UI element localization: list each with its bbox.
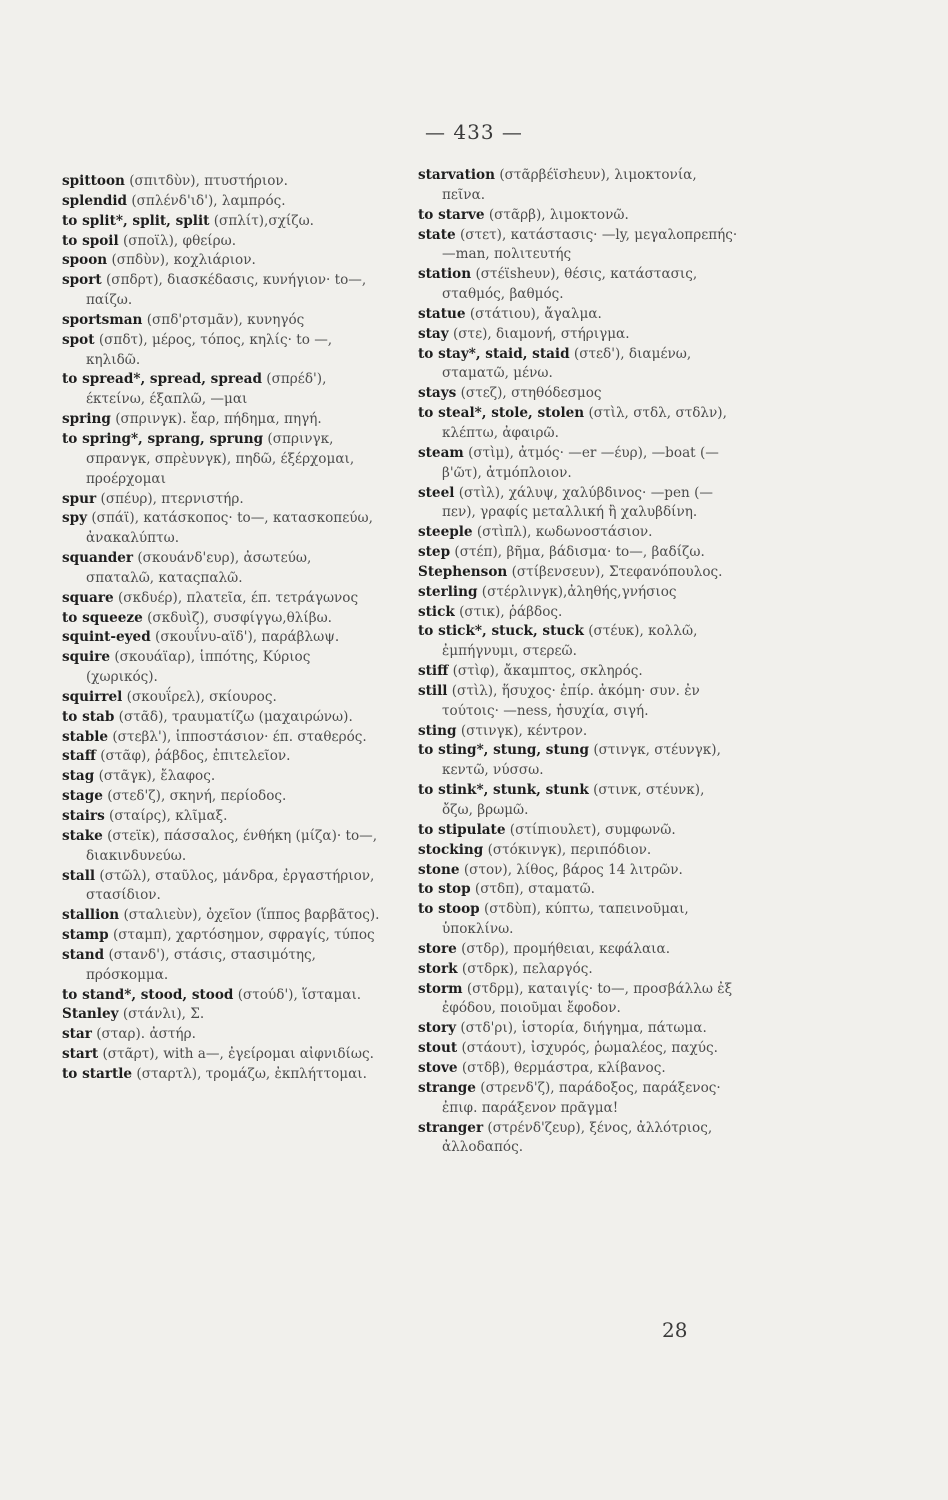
entry-headword: Stanley: [62, 1006, 119, 1023]
entry-headword: splendid: [62, 192, 128, 209]
entry-definition: (στεδ'ζ), σκηνή, περίοδος.: [102, 788, 287, 805]
entry-definition: (σπδρτ), διασκέδασις, κυνήγιον· to—, παίζω.: [86, 272, 367, 309]
dictionary-entry: [62, 232, 382, 252]
entry-definition: (στάτιου), ἄγαλμα.: [465, 305, 602, 322]
dictionary-entry: [62, 251, 382, 271]
entry-headword: to spoil: [62, 232, 119, 249]
entry-headword: Stephenson: [418, 563, 508, 580]
dictionary-entry: [62, 648, 382, 688]
entry-definition: (στὶμ), ἀτμός· —er —έυρ), —boat (—β'ῶτ), ἀτμόπλοιον.: [442, 444, 719, 481]
entry-definition: (στάνλι), Σ.: [118, 1006, 205, 1023]
dictionary-entry: [418, 583, 738, 603]
entry-definition: (στάουτ), ἰσχυρός, ῥωμαλέος, παχύς.: [457, 1040, 718, 1057]
entry-definition: (σκδυὶζ), συσφίγγω,θλίβω.: [142, 609, 333, 626]
entry-definition: (στινγκ, στέυνγκ), κεντῶ, νύσσω.: [442, 742, 721, 779]
entry-definition: (στικ), ῥάβδος.: [454, 603, 563, 620]
entry-definition: (σπδὺν), κοχλιάριον.: [107, 252, 256, 269]
left-column: [62, 172, 382, 1085]
entry-headword: to stop: [418, 881, 471, 898]
entry-definition: (στᾶρτ), with a—, ἐγείρομαι αἰφνιδίως.: [98, 1046, 374, 1063]
dictionary-entry: [418, 821, 738, 841]
entry-headword: to spread*, spread, spread: [62, 371, 262, 388]
entry-definition: (στεβλ'), ἱπποστάσιον· έπ. σταθερός.: [108, 728, 367, 745]
entry-definition: (σποϊλ), φθείρω.: [118, 232, 237, 249]
entry-headword: stamp: [62, 927, 109, 944]
entry-headword: spot: [62, 331, 95, 348]
dictionary-entry: [418, 880, 738, 900]
entry-definition: (στὶφ), ἄκαμπτος, σκληρός.: [448, 663, 643, 680]
dictionary-entry: [62, 827, 382, 867]
dictionary-entry: [62, 509, 382, 549]
entry-definition: (στεζ), στηθόδεσμος: [456, 385, 602, 402]
dictionary-entry: [418, 523, 738, 543]
entry-definition: (στδβ), θερμάστρα, κλίβανος.: [457, 1059, 666, 1076]
entry-definition: (στρενδ'ζ), παράδοξος, παράξενος· ἐπιφ. παράξενον πρᾶγμα!: [442, 1079, 721, 1116]
dictionary-entry: [62, 926, 382, 946]
entry-definition: (στὶλ), χάλυψ, χαλύβδινος· —pen (—πεν), γραφίς μεταλλική ἢ χαλυβδίνη.: [442, 484, 714, 521]
entry-definition: (στδπ), σταματῶ.: [470, 881, 596, 898]
entry-headword: square: [62, 589, 114, 606]
entry-definition: (σκουάνδ'ευρ), ἀσωτεύω, σπαταλῶ, καταςπαλῶ.: [86, 550, 312, 586]
entry-definition: (σκδυέρ), πλατεῖα, έπ. τετράγωνος: [113, 589, 359, 606]
dictionary-entry: [62, 271, 382, 311]
entry-definition: (στανδ'), στάσις, στασιμότης, πρόσκομμα.: [86, 946, 316, 983]
entry-definition: (σπδ'ρτσμᾶν), κυνηγός: [142, 311, 305, 328]
entry-headword: stage: [62, 788, 103, 805]
dictionary-entry: [418, 206, 738, 226]
dictionary-entry: [62, 192, 382, 212]
entry-headword: squire: [62, 649, 111, 666]
entry-definition: (στεδ'), διαμένω, σταματῶ, μένω.: [442, 345, 692, 382]
entry-headword: spring: [62, 411, 111, 428]
entry-headword: to stand*, stood, stood: [62, 986, 234, 1003]
dictionary-entry: [418, 1019, 738, 1039]
entry-headword: sterling: [418, 583, 478, 600]
entry-headword: spoon: [62, 252, 108, 269]
entry-definition: (σκουάϊαρ), ἱππότης, Κύριος (χωρικός).: [86, 649, 311, 686]
dictionary-entry: [418, 404, 738, 444]
entry-definition: (σπδτ), μέρος, τόπος, κηλίς· to —, κηλιδῶ.: [86, 331, 333, 368]
dictionary-entry: [418, 345, 738, 385]
entry-headword: storm: [418, 980, 463, 997]
entry-definition: (σπάϊ), κατάσκοπος· to—, κατασκοπεύω, ἀνακαλύπτω.: [86, 510, 373, 547]
entry-definition: (στετ), κατάστασις· —ly, μεγαλοπρεπής· —man, πολιτευτής: [442, 226, 738, 263]
entry-headword: stays: [418, 385, 457, 402]
dictionary-entry: [62, 212, 382, 232]
entry-headword: story: [418, 1020, 457, 1037]
dictionary-entry: [418, 305, 738, 325]
entry-definition: (στὶλ, στδλ, στδλν), κλέπτω, ἀφαιρῶ.: [442, 405, 727, 441]
entry-headword: to stipulate: [418, 821, 506, 838]
dictionary-entry: [418, 861, 738, 881]
entry-definition: (στεϊκ), πάσσαλος, ένθήκη (μίζα)· to—, διακινδυνεύω.: [86, 827, 378, 864]
entry-headword: stout: [418, 1040, 458, 1057]
entry-definition: (στε), διαμονή, στήριγμα.: [448, 325, 630, 342]
dictionary-entry: [62, 767, 382, 787]
dictionary-entry: [62, 688, 382, 708]
entry-definition: (στᾶρβέϊσhευν), λιμοκτονία, πεῖνα.: [442, 167, 697, 203]
entry-definition: (σταρ). ἀστήρ.: [91, 1026, 196, 1043]
dictionary-entry: [418, 900, 738, 940]
dictionary-entry: [418, 444, 738, 484]
entry-headword: to spring*, sprang, sprung: [62, 430, 264, 447]
entry-definition: (στᾶφ), ῥάβδος, ἐπιτελεῖον.: [95, 748, 291, 765]
entry-headword: stall: [62, 867, 96, 884]
entry-definition: (σπρέδ'), έκτείνω, έξαπλῶ, —μαι: [86, 371, 327, 408]
dictionary-entry: [418, 722, 738, 742]
dictionary-entry: [62, 1065, 382, 1085]
dictionary-entry: [62, 728, 382, 748]
entry-definition: (στέϊsheυν), θέσις, κατάστασις, σταθμός, βαθμός.: [442, 266, 698, 303]
dictionary-entry: [62, 370, 382, 410]
entry-headword: stiff: [418, 663, 449, 680]
entry-definition: (στέρλινγκ),ἀληθής,γνήσιος: [477, 583, 677, 600]
dictionary-entry: [62, 430, 382, 490]
entry-definition: (στέπ), βῆμα, βάδισμα· to—, βαδίζω.: [450, 544, 705, 561]
dictionary-entry: [62, 311, 382, 331]
dictionary-entry: [418, 1059, 738, 1079]
entry-headword: stable: [62, 728, 109, 745]
dictionary-entry: [418, 325, 738, 345]
dictionary-entry: [62, 986, 382, 1006]
entry-definition: (στᾶρβ), λιμοκτονῶ.: [484, 206, 629, 223]
entry-headword: to starve: [418, 206, 485, 223]
dictionary-entry: [418, 563, 738, 583]
entry-definition: (σπέυρ), πτερνιστήρ.: [96, 490, 244, 507]
entry-definition: (στδρ), προμήθειαι, κεφάλαια.: [456, 940, 671, 957]
right-column: [418, 166, 738, 1158]
entry-definition: (σπρινγκ). ἔαρ, πήδημα, πηγή.: [110, 411, 322, 428]
dictionary-entry: [418, 841, 738, 861]
dictionary-entry: [418, 166, 738, 206]
entry-headword: sportsman: [62, 311, 143, 328]
entry-headword: squirrel: [62, 688, 123, 705]
entry-headword: step: [418, 544, 451, 561]
entry-headword: to steal*, stole, stolen: [418, 405, 585, 422]
entry-definition: (στᾶδ), τραυματίζω (μαχαιρώνω).: [114, 708, 353, 725]
entry-definition: (σπλίτ),σχίζω.: [209, 212, 314, 229]
entry-headword: starvation: [418, 167, 496, 183]
entry-definition: (σταμπ), χαρτόσημον, σφραγίς, τύπος: [108, 927, 375, 944]
signature-mark: 28: [662, 1318, 688, 1342]
dictionary-entry: [418, 940, 738, 960]
entry-definition: (στδὺπ), κύπτω, ταπεινοῦμαι, ὑποκλίνω.: [442, 901, 689, 938]
entry-definition: (στᾶγκ), ἔλαφος.: [94, 768, 216, 785]
entry-headword: steeple: [418, 524, 473, 541]
page-number: — 433 —: [425, 120, 523, 144]
entry-headword: to sting*, stung, stung: [418, 742, 590, 759]
dictionary-entry: [418, 960, 738, 980]
entry-headword: strange: [418, 1079, 476, 1096]
dictionary-entry: [62, 708, 382, 728]
entry-definition: (στινγκ), κέντρον.: [456, 722, 588, 739]
entry-headword: to stoop: [418, 901, 480, 918]
entry-headword: stallion: [62, 907, 120, 924]
entry-definition: (στίπιουλετ), συμφωνῶ.: [505, 821, 676, 838]
entry-headword: to stink*, stunk, stunk: [418, 782, 589, 799]
entry-headword: sport: [62, 272, 102, 289]
dictionary-entry: [418, 980, 738, 1020]
entry-definition: (σταρτλ), τρομάζω, ἐκπλήττομαι.: [132, 1065, 367, 1082]
entry-headword: to stay*, staid, staid: [418, 345, 570, 362]
entry-definition: (στούδ'), ἵσταμαι.: [233, 986, 362, 1003]
dictionary-entry: [418, 662, 738, 682]
entry-headword: stork: [418, 960, 458, 977]
dictionary-entry: [62, 1045, 382, 1065]
entry-definition: (στὶλ), ἥσυχος· ἐπίρ. ἀκόμη· συν. ἐν τούτοις· —ness, ἡσυχία, σιγή.: [442, 682, 700, 719]
entry-headword: spur: [62, 490, 97, 507]
entry-headword: still: [418, 682, 448, 699]
dictionary-entry: [62, 867, 382, 907]
entry-headword: squint-eyed: [62, 629, 151, 646]
entry-definition: (στέυκ), κολλῶ, ἐμπήγνυμι, στερεῶ.: [442, 623, 698, 660]
entry-headword: steam: [418, 444, 464, 461]
entry-definition: (στινκ, στέυνκ), ὄζω, βρωμῶ.: [442, 782, 705, 818]
dictionary-entry: [418, 1079, 738, 1119]
dictionary-entry: [418, 1039, 738, 1059]
dictionary-entry: [418, 384, 738, 404]
dictionary-entry: [62, 589, 382, 609]
entry-definition: (στδρκ), πελαργός.: [457, 960, 593, 977]
entry-headword: star: [62, 1026, 92, 1043]
entry-headword: spittoon: [62, 173, 125, 189]
entry-headword: stick: [418, 603, 455, 620]
entry-headword: squander: [62, 550, 134, 567]
entry-headword: stove: [418, 1059, 458, 1076]
entry-definition: (στον), λίθος, βάρος 14 λιτρῶν.: [459, 861, 683, 878]
entry-definition: (στὶπλ), κωδωνοστάσιον.: [472, 524, 653, 541]
entry-definition: (στῶλ), σταῦλος, μάνδρα, ἐργαστήριον, στασίδιον.: [86, 867, 375, 904]
entry-headword: to stab: [62, 708, 115, 725]
dictionary-entry: [62, 410, 382, 430]
entry-headword: store: [418, 940, 457, 957]
entry-headword: stand: [62, 946, 105, 963]
dictionary-entry: [418, 543, 738, 563]
entry-headword: stairs: [62, 808, 105, 824]
entry-headword: stocking: [418, 841, 484, 858]
dictionary-entry: [62, 1005, 382, 1025]
entry-headword: station: [418, 266, 472, 283]
dictionary-entry: [62, 331, 382, 371]
entry-headword: stake: [62, 827, 103, 844]
entry-definition: (στρένδ'ζευρ), ξένος, ἀλλότριος, ἀλλοδαπός.: [442, 1119, 713, 1156]
entry-definition: (σκουΐνυ-αϊδ'), παράβλωψ.: [150, 629, 340, 646]
entry-definition: (στδ'ρι), ἱστορία, διήγημα, πάτωμα.: [456, 1020, 707, 1037]
entry-headword: stranger: [418, 1119, 484, 1136]
dictionary-entry: [62, 946, 382, 986]
entry-headword: stag: [62, 768, 95, 785]
entry-definition: (στόκινγκ), περιπόδιον.: [483, 841, 652, 858]
entry-headword: spy: [62, 510, 88, 527]
dictionary-entry: [62, 490, 382, 510]
dictionary-entry: [418, 484, 738, 524]
dictionary-entry: [62, 747, 382, 767]
entry-headword: to startle: [62, 1065, 133, 1082]
dictionary-entry: [418, 781, 738, 821]
dictionary-entry: [418, 226, 738, 266]
dictionary-entry: [62, 549, 382, 589]
entry-definition: (στίβενσευν), Στεφανόπουλος.: [507, 563, 723, 580]
entry-headword: statue: [418, 305, 466, 322]
dictionary-entry: [62, 906, 382, 926]
entry-headword: to split*, split, split: [62, 212, 210, 229]
dictionary-entry: [62, 787, 382, 807]
entry-headword: state: [418, 226, 456, 243]
entry-definition: (στδρμ), καταιγίς· to—, προσβάλλω ἐξ ἐφόδου, ποιοῦμαι ἔφοδον.: [442, 980, 733, 1017]
entry-definition: (σκουΐρελ), σκίουρος.: [122, 688, 277, 705]
dictionary-entry: [62, 628, 382, 648]
dictionary-entry: [418, 622, 738, 662]
dictionary-entry: [418, 682, 738, 722]
entry-headword: stay: [418, 325, 449, 342]
dictionary-entry: [418, 1119, 738, 1159]
entry-headword: to squeeze: [62, 609, 143, 626]
entry-headword: stone: [418, 861, 460, 878]
dictionary-entry: [418, 741, 738, 781]
dictionary-entry: [62, 609, 382, 629]
entry-definition: (σπιτδὺν), πτυστήριον.: [124, 173, 289, 189]
dictionary-entry: [62, 807, 382, 827]
entry-headword: to stick*, stuck, stuck: [418, 623, 584, 640]
entry-definition: (σπρινγκ, σπρανγκ, σπρὲυνγκ), πηδῶ, έξέρχομαι, προέρχομαι: [86, 430, 355, 487]
dictionary-entry: [418, 603, 738, 623]
entry-headword: start: [62, 1046, 99, 1063]
entry-definition: (σπλένδ'ιδ'), λαμπρός.: [127, 192, 286, 209]
entry-definition: (σταλιεὺν), ὀχεῖον (ἵππος βαρβᾶτος).: [119, 907, 380, 924]
entry-headword: sting: [418, 722, 457, 739]
dictionary-entry: [62, 172, 382, 192]
entry-headword: steel: [418, 484, 455, 501]
entry-headword: staff: [62, 748, 96, 765]
entry-definition: (σταίρς), κλῖμαξ.: [104, 808, 228, 824]
dictionary-entry: [418, 265, 738, 305]
dictionary-entry: [62, 1025, 382, 1045]
